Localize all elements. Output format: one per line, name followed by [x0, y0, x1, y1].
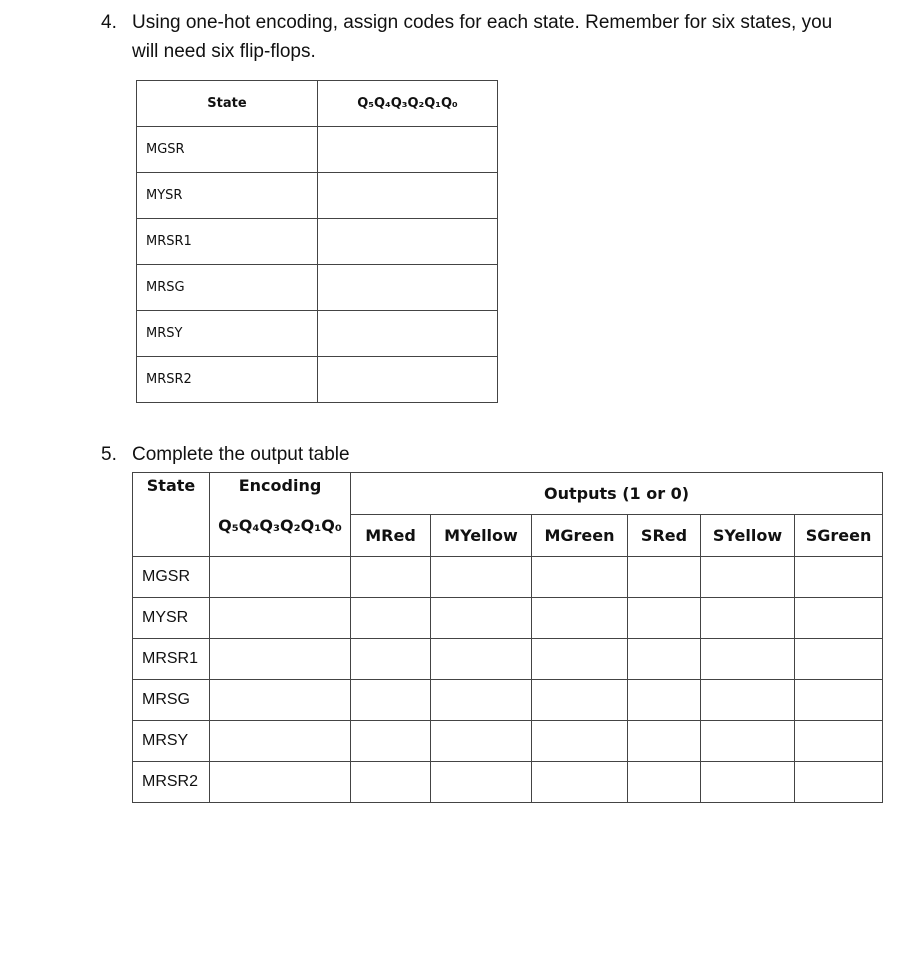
- syellow-column-header: SYellow: [701, 514, 795, 557]
- myellow-input-cell[interactable]: [431, 557, 532, 598]
- myellow-input-cell[interactable]: [431, 721, 532, 762]
- code-input-cell[interactable]: [318, 173, 498, 219]
- state-cell: MRSR2: [133, 762, 210, 803]
- encoding-bits-subheader: Q₅Q₄Q₃Q₂Q₁Q₀: [210, 514, 351, 557]
- sgreen-input-cell[interactable]: [795, 762, 883, 803]
- table-row: [137, 219, 498, 265]
- output-table-subheader-row: [133, 514, 883, 557]
- mgreen-input-cell[interactable]: [532, 639, 628, 680]
- state-cell: MRSG: [133, 680, 210, 721]
- encoding-input-cell[interactable]: [210, 639, 351, 680]
- syellow-input-cell[interactable]: [701, 680, 795, 721]
- sgreen-input-cell[interactable]: [795, 557, 883, 598]
- encoding-table-header-row: [137, 81, 498, 127]
- sred-input-cell[interactable]: [628, 680, 701, 721]
- state-cell: MYSR: [137, 173, 318, 219]
- sred-input-cell[interactable]: [628, 721, 701, 762]
- myellow-input-cell[interactable]: [431, 598, 532, 639]
- output-table: [132, 472, 883, 803]
- state-cell: MRSR2: [137, 357, 318, 403]
- state-cell: MRSG: [137, 265, 318, 311]
- code-input-cell[interactable]: [318, 127, 498, 173]
- state-cell: MRSR1: [137, 219, 318, 265]
- sgreen-input-cell[interactable]: [795, 721, 883, 762]
- myellow-column-header: MYellow: [431, 514, 532, 557]
- sgreen-input-cell[interactable]: [795, 639, 883, 680]
- sred-input-cell[interactable]: [628, 639, 701, 680]
- mgreen-column-header: MGreen: [532, 514, 628, 557]
- sgreen-input-cell[interactable]: [795, 598, 883, 639]
- state-cell: MRSY: [137, 311, 318, 357]
- table-row: [133, 557, 883, 598]
- table-row: [137, 265, 498, 311]
- mgreen-input-cell[interactable]: [532, 557, 628, 598]
- question-5-title: Complete the output table: [132, 444, 350, 465]
- code-input-cell[interactable]: [318, 357, 498, 403]
- syellow-input-cell[interactable]: [701, 598, 795, 639]
- encoding-input-cell[interactable]: [210, 680, 351, 721]
- table-row: [133, 721, 883, 762]
- state-column-header: State: [137, 81, 318, 127]
- code-input-cell[interactable]: [318, 265, 498, 311]
- state-cell: MRSY: [133, 721, 210, 762]
- question-4-line-2: will need six flip-flops.: [132, 41, 316, 62]
- code-input-cell[interactable]: [318, 219, 498, 265]
- encoding-input-cell[interactable]: [210, 762, 351, 803]
- encoding-input-cell[interactable]: [210, 598, 351, 639]
- mred-input-cell[interactable]: [351, 557, 431, 598]
- sred-input-cell[interactable]: [628, 598, 701, 639]
- encoding-table: [136, 80, 498, 403]
- mgreen-input-cell[interactable]: [532, 680, 628, 721]
- output-table-header-row: [133, 473, 883, 515]
- state-column-header: State: [133, 473, 210, 557]
- mred-input-cell[interactable]: [351, 680, 431, 721]
- code-input-cell[interactable]: [318, 311, 498, 357]
- table-row: [133, 598, 883, 639]
- encoding-column-header: Encoding: [210, 473, 351, 515]
- myellow-input-cell[interactable]: [431, 680, 532, 721]
- mgreen-input-cell[interactable]: [532, 598, 628, 639]
- outputs-group-header: Outputs (1 or 0): [351, 473, 883, 515]
- sgreen-column-header: SGreen: [795, 514, 883, 557]
- myellow-input-cell[interactable]: [431, 639, 532, 680]
- state-cell: MRSR1: [133, 639, 210, 680]
- question-5-number: 5.: [101, 444, 117, 465]
- table-row: [137, 127, 498, 173]
- question-4-number: 4.: [101, 12, 117, 33]
- table-row: [133, 639, 883, 680]
- syellow-input-cell[interactable]: [701, 762, 795, 803]
- sred-input-cell[interactable]: [628, 557, 701, 598]
- mred-column-header: MRed: [351, 514, 431, 557]
- syellow-input-cell[interactable]: [701, 721, 795, 762]
- state-cell: MGSR: [137, 127, 318, 173]
- mred-input-cell[interactable]: [351, 598, 431, 639]
- code-column-header: Q₅Q₄Q₃Q₂Q₁Q₀: [318, 81, 498, 127]
- syellow-input-cell[interactable]: [701, 639, 795, 680]
- myellow-input-cell[interactable]: [431, 762, 532, 803]
- mred-input-cell[interactable]: [351, 721, 431, 762]
- sred-input-cell[interactable]: [628, 762, 701, 803]
- state-cell: MGSR: [133, 557, 210, 598]
- syellow-input-cell[interactable]: [701, 557, 795, 598]
- question-4-line-1: Using one-hot encoding, assign codes for each state. Remember for six states, you: [132, 12, 833, 33]
- mred-input-cell[interactable]: [351, 639, 431, 680]
- mgreen-input-cell[interactable]: [532, 762, 628, 803]
- mgreen-input-cell[interactable]: [532, 721, 628, 762]
- mred-input-cell[interactable]: [351, 762, 431, 803]
- sred-column-header: SRed: [628, 514, 701, 557]
- table-row: [133, 762, 883, 803]
- table-row: [137, 311, 498, 357]
- sgreen-input-cell[interactable]: [795, 680, 883, 721]
- encoding-input-cell[interactable]: [210, 557, 351, 598]
- table-row: [137, 357, 498, 403]
- state-cell: MYSR: [133, 598, 210, 639]
- encoding-input-cell[interactable]: [210, 721, 351, 762]
- table-row: [133, 680, 883, 721]
- table-row: [137, 173, 498, 219]
